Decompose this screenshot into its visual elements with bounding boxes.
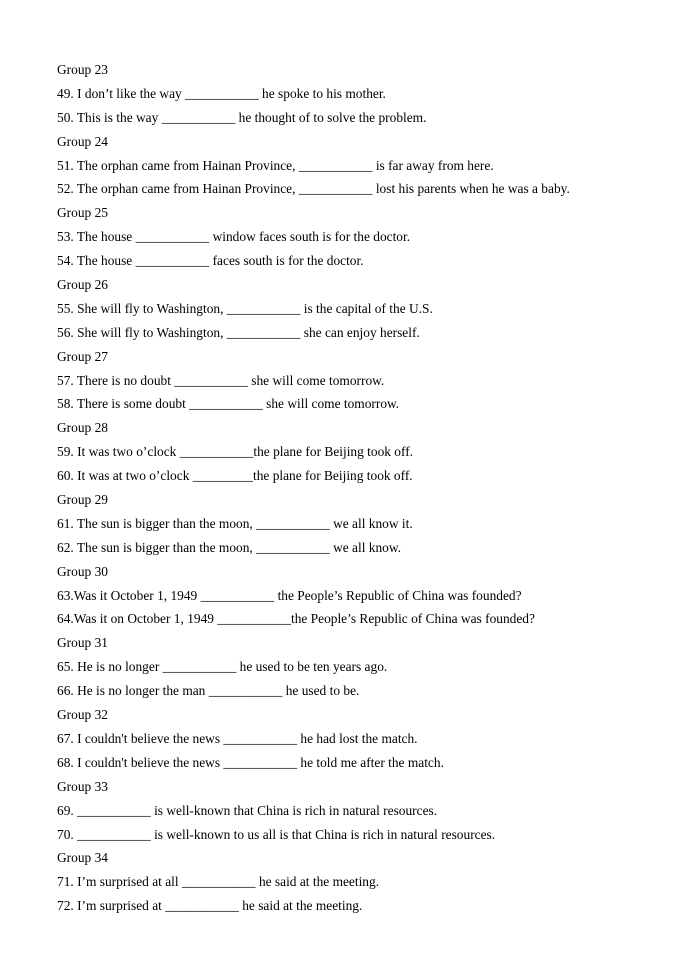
question-66: 66. He is no longer the man ___________ he used to be. bbox=[57, 683, 360, 699]
question-51: 51. The orphan came from Hainan Province, ___________ is far away from here. bbox=[57, 157, 494, 173]
group-heading: Group 25 bbox=[57, 205, 108, 221]
group-heading: Group 32 bbox=[57, 707, 108, 723]
question-49: 49. I don’t like the way ___________ he spoke to his mother. bbox=[57, 85, 386, 101]
question-52: 52. The orphan came from Hainan Province, ___________ lost his parents when he was a baby. bbox=[57, 181, 570, 197]
question-50: 50. This is the way ___________ he thought of to solve the problem. bbox=[57, 109, 427, 125]
question-70: 70. ___________ is well-known to us all is that China is rich in natural resources. bbox=[57, 826, 496, 842]
group-heading: Group 34 bbox=[57, 850, 108, 866]
question-56: 56. She will fly to Washington, ___________ she can enjoy herself. bbox=[57, 324, 420, 340]
group-heading: Group 31 bbox=[57, 635, 108, 651]
group-heading: Group 26 bbox=[57, 277, 108, 293]
question-54: 54. The house ___________ faces south is for the doctor. bbox=[57, 253, 364, 269]
question-60: 60. It was at two o’clock _________the plane for Beijing took off. bbox=[57, 468, 413, 484]
question-58: 58. There is some doubt ___________ she will come tomorrow. bbox=[57, 396, 400, 412]
question-53: 53. The house ___________ window faces south is for the doctor. bbox=[57, 229, 411, 245]
question-72: 72. I’m surprised at ___________ he said at the meeting. bbox=[57, 898, 363, 914]
question-55: 55. She will fly to Washington, ___________ is the capital of the U.S. bbox=[57, 300, 433, 316]
question-61: 61. The sun is bigger than the moon, ___________ we all know it. bbox=[57, 515, 413, 531]
group-heading: Group 23 bbox=[57, 62, 108, 77]
group-heading: Group 24 bbox=[57, 133, 108, 149]
group-heading: Group 27 bbox=[57, 348, 108, 364]
question-59: 59. It was two o’clock ___________the plane for Beijing took off. bbox=[57, 444, 414, 460]
question-68: 68. I couldn't believe the news ___________ he told me after the match. bbox=[57, 754, 444, 770]
question-69: 69. ___________ is well-known that China is rich in natural resources. bbox=[57, 802, 438, 818]
group-heading: Group 33 bbox=[57, 778, 108, 794]
question-65: 65. He is no longer ___________ he used to be ten years ago. bbox=[57, 659, 388, 675]
question-57: 57. There is no doubt ___________ she will come tomorrow. bbox=[57, 372, 385, 388]
group-heading: Group 28 bbox=[57, 420, 108, 436]
question-64: 64.Was it on October 1, 1949 ___________the People’s Republic of China was founded? bbox=[57, 611, 535, 627]
group-heading: Group 30 bbox=[57, 563, 108, 579]
question-62: 62. The sun is bigger than the moon, ___________ we all know. bbox=[57, 539, 402, 555]
question-67: 67. I couldn't believe the news ___________ he had lost the match. bbox=[57, 730, 418, 746]
group-heading: Group 29 bbox=[57, 492, 108, 508]
question-63: 63.Was it October 1, 1949 ___________ the People’s Republic of China was founded? bbox=[57, 587, 522, 603]
exercise-list bbox=[57, 60, 677, 920]
question-71: 71. I’m surprised at all ___________ he said at the meeting. bbox=[57, 874, 380, 890]
